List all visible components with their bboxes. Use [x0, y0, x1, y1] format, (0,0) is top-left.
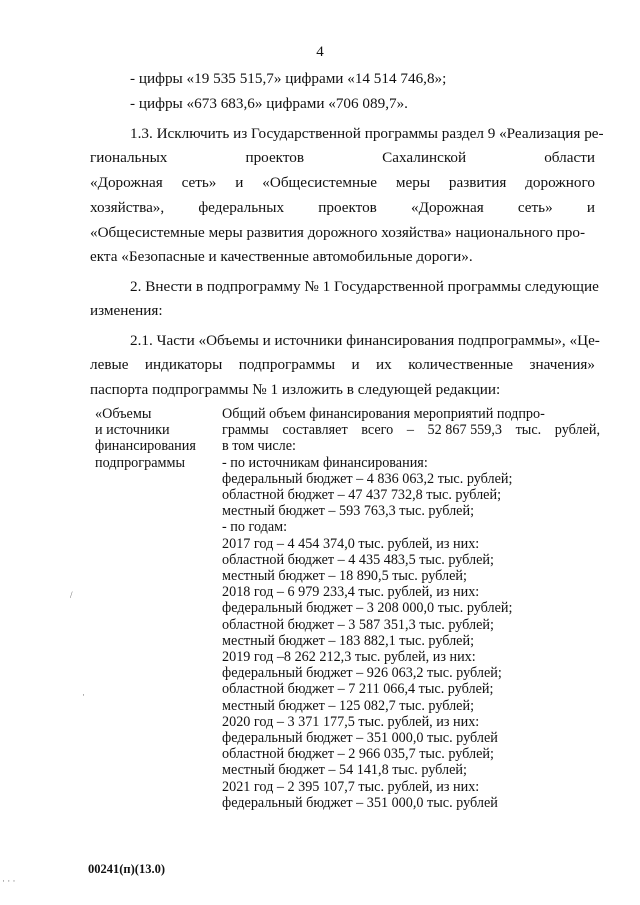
right-line: областной бюджет – 7 211 066,4 тыс. рублей; — [222, 681, 494, 698]
paragraph-2-1-line-2 — [90, 355, 595, 374]
scan-mark: · · · — [2, 876, 16, 886]
right-line: областной бюджет – 3 587 351,3 тыс. рублей; — [222, 616, 494, 633]
word: проектов — [245, 149, 305, 166]
right-line: местный бюджет – 593 763,3 тыс. рублей; — [222, 503, 475, 520]
word: количественные — [408, 356, 514, 373]
right-line: местный бюджет – 183 882,1 тыс. рублей; — [222, 632, 475, 649]
right-line: 2020 год – 3 371 177,5 тыс. рублей, из них: — [222, 713, 480, 730]
right-line: - по годам: — [222, 519, 288, 536]
word: всего — [361, 422, 394, 439]
footer-code: 00241(п)(13.0) — [88, 862, 165, 876]
word: проектов — [318, 199, 377, 216]
word: Сахалинской — [382, 149, 467, 166]
right-line: 2019 год –8 262 212,3 тыс. рублей, из них: — [222, 649, 476, 666]
word: гиональных — [90, 149, 168, 166]
word: «Дорожная — [90, 174, 163, 191]
word: – — [406, 422, 414, 439]
paragraph-2-1-line-3: паспорта подпрограммы № 1 изложить в следующей редакции: — [90, 381, 501, 398]
right-line: 2021 год – 2 395 107,7 тыс. рублей, из них: — [222, 778, 480, 795]
word: и — [235, 174, 244, 191]
word: 52 867 559,3 — [427, 422, 502, 439]
right-line: федеральный бюджет – 3 208 000,0 тыс. рублей; — [222, 600, 513, 617]
word: дорожного — [525, 174, 595, 191]
word: тыс. — [515, 422, 542, 439]
scan-mark: · — [82, 690, 85, 700]
left-label-line: «Объемы — [95, 406, 152, 422]
table-left-cell — [95, 406, 196, 471]
word: индикаторы — [144, 356, 223, 373]
word: «Общесистемные — [262, 174, 378, 191]
paragraph-1-3-line-2 — [90, 148, 595, 167]
word: «Дорожная — [411, 199, 484, 216]
paragraph-1-3-line-3 — [90, 173, 595, 192]
right-line: областной бюджет – 2 966 035,7 тыс. рублей; — [222, 746, 494, 763]
left-label-line: финансирования — [95, 438, 196, 455]
right-line: местный бюджет – 125 082,7 тыс. рублей; — [222, 697, 475, 714]
paragraph-1-3-line-5: «Общесистемные меры развития дорожного хозяйства» национального про- — [90, 224, 586, 241]
right-line: местный бюджет – 18 890,5 тыс. рублей; — [222, 568, 467, 585]
right-line: Общий объем финансирования мероприятий подпро- — [222, 406, 545, 422]
left-label-line: подпрограммы — [95, 454, 185, 471]
right-line: 2017 год – 4 454 374,0 тыс. рублей, из них: — [222, 535, 480, 552]
word: подпрограммы — [238, 356, 336, 373]
word: сеть» — [181, 174, 217, 191]
right-line: федеральный бюджет – 4 836 063,2 тыс. рублей; — [222, 470, 513, 487]
paragraph-2-1-line-1: 2.1. Части «Объемы и источники финансирования подпрограммы», «Це- — [130, 332, 600, 349]
word: области — [544, 149, 595, 166]
paragraph-1-3-line-1: 1.3. Исключить из Государственной программы раздел 9 «Реализация ре- — [130, 125, 604, 142]
word: и — [586, 199, 595, 216]
left-label-line: и источники — [95, 422, 170, 439]
right-line: в том числе: — [222, 438, 296, 455]
word: развития — [448, 174, 507, 191]
word: их — [376, 356, 392, 373]
right-line: областной бюджет – 4 435 483,5 тыс. рублей; — [222, 551, 494, 568]
word: меры — [395, 174, 431, 191]
right-line: федеральный бюджет – 351 000,0 тыс. рублей — [222, 730, 498, 747]
word: сеть» — [517, 199, 553, 216]
right-line: федеральный бюджет – 351 000,0 тыс. рублей — [222, 794, 498, 811]
word: составляет — [282, 422, 348, 439]
page-number: 4 — [316, 44, 324, 60]
word: значения» — [529, 356, 595, 373]
paragraph-1-3-line-6: екта «Безопасные и качественные автомобильные дороги». — [90, 248, 473, 265]
intro-line-1: - цифры «19 535 515,7» цифрами «14 514 746,8»; — [130, 70, 447, 87]
right-line: - по источникам финансирования: — [222, 454, 428, 471]
table-right-cell — [222, 406, 600, 811]
word: граммы — [222, 422, 269, 439]
scan-mark: / — [70, 590, 73, 600]
paragraph-2-line-2: изменения: — [90, 302, 163, 319]
right-line: областной бюджет – 47 437 732,8 тыс. рублей; — [222, 487, 502, 504]
paragraph-1-3-line-4 — [90, 198, 595, 217]
right-line: местный бюджет – 54 141,8 тыс. рублей; — [222, 762, 467, 779]
intro-line-2: - цифры «673 683,6» цифрами «706 089,7». — [130, 95, 408, 112]
word: рублей, — [554, 422, 600, 439]
word: федеральных — [198, 199, 285, 216]
paragraph-2-line-1: 2. Внести в подпрограмму № 1 Государственной программы следующие — [130, 278, 599, 295]
right-line: 2018 год – 6 979 233,4 тыс. рублей, из них: — [222, 584, 480, 601]
right-line: федеральный бюджет – 926 063,2 тыс. рублей; — [222, 665, 502, 682]
word: левые — [90, 356, 129, 373]
right-line — [222, 422, 600, 438]
word: хозяйства», — [90, 199, 165, 216]
word: и — [351, 356, 360, 373]
